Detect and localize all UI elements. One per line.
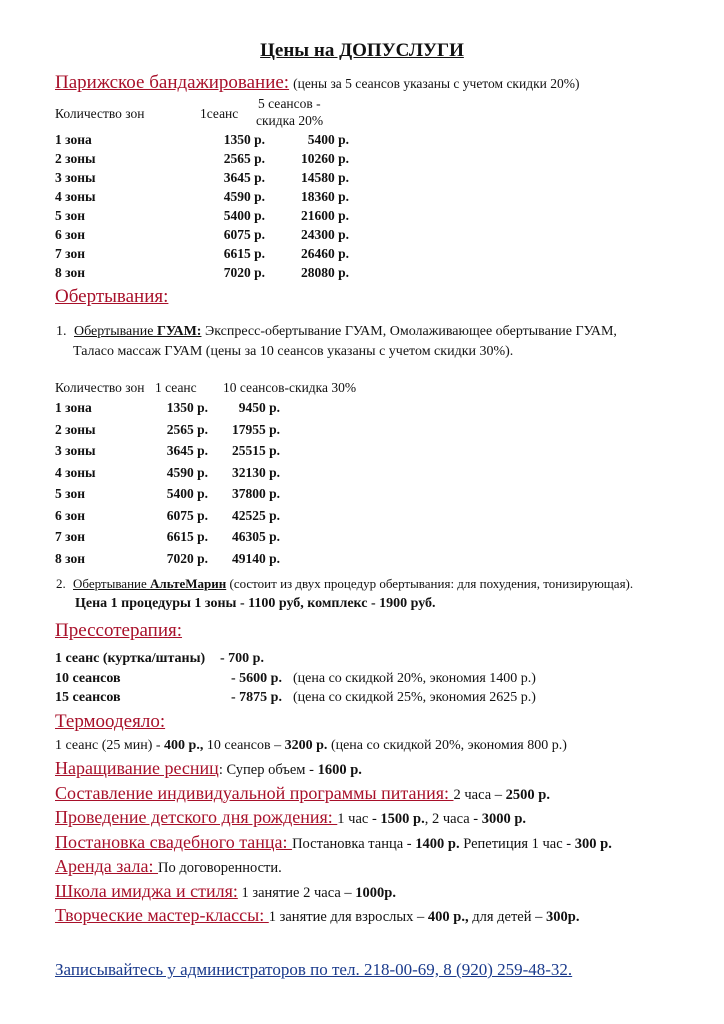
- five-sessions-cell: 10260 р.: [300, 151, 349, 166]
- bandage-row: [55, 265, 355, 283]
- presso-note: (цена со скидкой 25%, экономия 2625 р.): [293, 690, 536, 705]
- service-text: , 2 часа -: [424, 811, 482, 827]
- five-sessions-cell: 28080 р.: [300, 265, 349, 280]
- thermo-p1: 400 р.,: [164, 738, 204, 753]
- service-text: 1 занятие для взрослых –: [268, 909, 428, 925]
- one-session-cell: 2565 р.: [166, 421, 208, 437]
- bandage-note: (цены за 5 сеансов указаны с учетом скидки 20%): [293, 76, 580, 91]
- one-session-cell: 5400 р.: [223, 208, 265, 223]
- zones-cell: 3 зоны: [55, 170, 96, 185]
- presso-row: [55, 670, 536, 687]
- service-price: 300 р.: [574, 835, 612, 852]
- service-heading: Постановка свадебного танца:: [55, 831, 293, 852]
- bandage-row: [55, 208, 355, 226]
- thermo-t2: 10 сеансов –: [203, 738, 285, 753]
- thermo-p2: 3200 р.: [284, 738, 328, 753]
- wrap-1-text2: Таласо массаж ГУАМ (цены за 10 сеансов указаны с учетом скидки 30%).: [73, 344, 514, 359]
- wraps-row: [55, 508, 285, 526]
- wrap-1-label-bold: ГУАМ:: [156, 324, 202, 339]
- wrap-1-label: Обертывание: [74, 324, 157, 339]
- zones-cell: 8 зон: [55, 550, 85, 566]
- zones-cell: 6 зон: [55, 227, 85, 242]
- bandage-col-one: 1сеанс: [200, 106, 239, 121]
- presso-price: - 5600 р.: [231, 670, 282, 686]
- one-session-cell: 6075 р.: [166, 507, 208, 523]
- service-heading: Составление индивидуальной программы питания:: [55, 782, 454, 803]
- wraps-row: [55, 400, 285, 418]
- wrap-2-price: Цена 1 процедуры 1 зоны - 1100 руб, комплекс - 1900 руб.: [75, 596, 436, 611]
- one-session-cell: 6615 р.: [223, 246, 265, 261]
- ten-sessions-cell: 17955 р.: [231, 421, 280, 437]
- service-text: По договоренности.: [158, 860, 282, 876]
- service-price: 1500 р.: [380, 811, 425, 827]
- zones-cell: 8 зон: [55, 265, 85, 280]
- thermo-line: [55, 738, 567, 754]
- wraps-col-ten: 10 сеансов-скидка 30%: [223, 380, 357, 395]
- bandage-row: [55, 189, 355, 207]
- service-heading: Проведение детского дня рождения:: [55, 807, 338, 827]
- one-session-cell: 2565 р.: [223, 151, 265, 166]
- service-sep: :: [218, 762, 223, 778]
- one-session-cell: 6075 р.: [223, 227, 265, 242]
- service-row: [55, 856, 282, 877]
- service-text: для детей –: [468, 909, 546, 925]
- zones-cell: 2 зоны: [55, 151, 96, 166]
- wrap-2-label-bold: АльтеМарин: [150, 576, 227, 591]
- service-price: 3000 р.: [481, 811, 527, 827]
- service-heading: Школа имиджа и стиля:: [55, 880, 238, 901]
- bandage-row: [55, 246, 355, 264]
- zones-cell: 7 зон: [55, 529, 85, 544]
- bandage-heading: Парижское бандажирование:: [55, 72, 290, 93]
- zones-cell: 4 зоны: [55, 189, 96, 204]
- service-price: 1400 р.: [415, 835, 460, 852]
- five-sessions-cell: 26460 р.: [300, 246, 349, 261]
- presso-label: 1 сеанс (куртка/штаны): [55, 651, 206, 666]
- service-text: 1 занятие 2 часа –: [237, 884, 356, 901]
- wraps-row: [55, 486, 285, 504]
- zones-cell: 3 зоны: [55, 443, 96, 458]
- wraps-col-one: 1 сеанс: [155, 380, 197, 395]
- bandage-row: [55, 170, 355, 188]
- five-sessions-cell: 24300 р.: [300, 227, 349, 242]
- five-sessions-cell: 18360 р.: [300, 189, 349, 204]
- service-text: Супер объем -: [222, 762, 318, 778]
- service-row: [55, 905, 579, 926]
- wraps-row: [55, 529, 285, 547]
- ten-sessions-cell: 37800 р.: [231, 486, 280, 501]
- service-row: [55, 783, 550, 804]
- one-session-cell: 7020 р.: [223, 265, 265, 280]
- five-sessions-cell: 21600 р.: [300, 208, 349, 223]
- bandage-col-five-2: скидка 20%: [256, 113, 324, 128]
- ten-sessions-cell: 49140 р.: [231, 550, 280, 566]
- zones-cell: 5 зон: [55, 486, 85, 501]
- bandage-row: [55, 227, 355, 245]
- bandage-row: [55, 151, 355, 169]
- presso-label: 15 сеансов: [55, 690, 121, 705]
- one-session-cell: 5400 р.: [166, 486, 208, 501]
- bandage-col-zones: Количество зон: [55, 106, 145, 121]
- service-heading: Аренда зала:: [55, 856, 158, 876]
- thermo-t3: (цена со скидкой 20%, экономия 800 р.): [327, 738, 567, 753]
- page-title: Цены на ДОПУСЛУГИ: [260, 40, 464, 61]
- thermo-heading: Термоодеяло:: [55, 711, 166, 732]
- zones-cell: 1 зона: [55, 400, 92, 415]
- one-session-cell: 1350 р.: [166, 400, 208, 415]
- zones-cell: 7 зон: [55, 246, 85, 261]
- zones-cell: 1 зона: [55, 132, 92, 147]
- ten-sessions-cell: 42525 р.: [231, 507, 280, 523]
- bandage-col-five-1: 5 сеансов -: [258, 96, 321, 111]
- presso-heading: Прессотерапия:: [55, 620, 183, 641]
- zones-cell: 6 зон: [55, 507, 85, 523]
- contact-line[interactable]: Записывайтесь у администраторов по тел. 218-00-69, 8 (920) 259-48-32.: [55, 960, 573, 979]
- wrap-1-text1: Экспресс-обертывание ГУАМ, Омолаживающее обертывание ГУАМ,: [201, 324, 617, 339]
- presso-note: (цена со скидкой 20%, экономия 1400 р.): [293, 670, 536, 686]
- one-session-cell: 7020 р.: [166, 550, 208, 566]
- ten-sessions-cell: 25515 р.: [231, 443, 280, 458]
- one-session-cell: 3645 р.: [223, 170, 265, 185]
- service-price: 300р.: [546, 909, 580, 925]
- wraps-col-zones: Количество зон: [55, 380, 145, 395]
- service-row: [55, 758, 362, 779]
- zones-cell: 2 зоны: [55, 421, 96, 437]
- wrap-2-num: 2.: [56, 576, 66, 591]
- service-price: 400 р.,: [427, 909, 469, 925]
- ten-sessions-cell: 9450 р.: [238, 400, 280, 415]
- presso-row: [55, 651, 264, 667]
- one-session-cell: 6615 р.: [166, 529, 208, 544]
- ten-sessions-cell: 46305 р.: [231, 529, 280, 544]
- service-price: 1600 р.: [317, 762, 362, 778]
- wrap-2-label: Обертывание: [73, 576, 151, 591]
- presso-label: 10 сеансов: [55, 670, 121, 686]
- service-text: 2 часа –: [453, 786, 506, 803]
- wraps-row: [55, 465, 285, 483]
- one-session-cell: 1350 р.: [223, 132, 265, 147]
- bandage-row: [55, 132, 355, 150]
- five-sessions-cell: 5400 р.: [307, 132, 349, 147]
- wraps-row: [55, 443, 285, 461]
- presso-price: - 700 р.: [220, 651, 264, 666]
- service-text: 1 час -: [337, 811, 381, 827]
- service-row: [55, 807, 526, 828]
- service-price: 2500 р.: [505, 786, 550, 803]
- service-heading: Творческие мастер-классы:: [55, 905, 269, 925]
- service-row: [55, 832, 612, 853]
- wrap-item-2: [56, 576, 633, 592]
- service-heading: Наращивание ресниц: [55, 758, 219, 778]
- service-text: Постановка танца -: [292, 835, 416, 852]
- one-session-cell: 3645 р.: [166, 443, 208, 458]
- bandage-header: [55, 72, 580, 94]
- service-row: [55, 881, 396, 902]
- thermo-t1: 1 сеанс (25 мин) -: [55, 738, 165, 753]
- presso-price: - 7875 р.: [231, 690, 282, 705]
- wrap-item-1: [56, 324, 617, 340]
- service-price: 1000р.: [355, 884, 396, 901]
- wraps-row: [55, 422, 285, 440]
- wrap-2-text: (состоит из двух процедур обертывания: для похудения, тонизирующая).: [226, 576, 634, 591]
- five-sessions-cell: 14580 р.: [300, 170, 349, 185]
- one-session-cell: 4590 р.: [223, 189, 265, 204]
- wraps-row: [55, 551, 285, 569]
- wrap-1-num: 1.: [56, 324, 67, 339]
- presso-row: [55, 690, 536, 706]
- zones-cell: 5 зон: [55, 208, 85, 223]
- wraps-heading: Обертывания:: [55, 286, 169, 307]
- service-text: Репетиция 1 час -: [459, 835, 575, 852]
- ten-sessions-cell: 32130 р.: [231, 464, 280, 480]
- zones-cell: 4 зоны: [55, 464, 96, 480]
- one-session-cell: 4590 р.: [166, 464, 208, 480]
